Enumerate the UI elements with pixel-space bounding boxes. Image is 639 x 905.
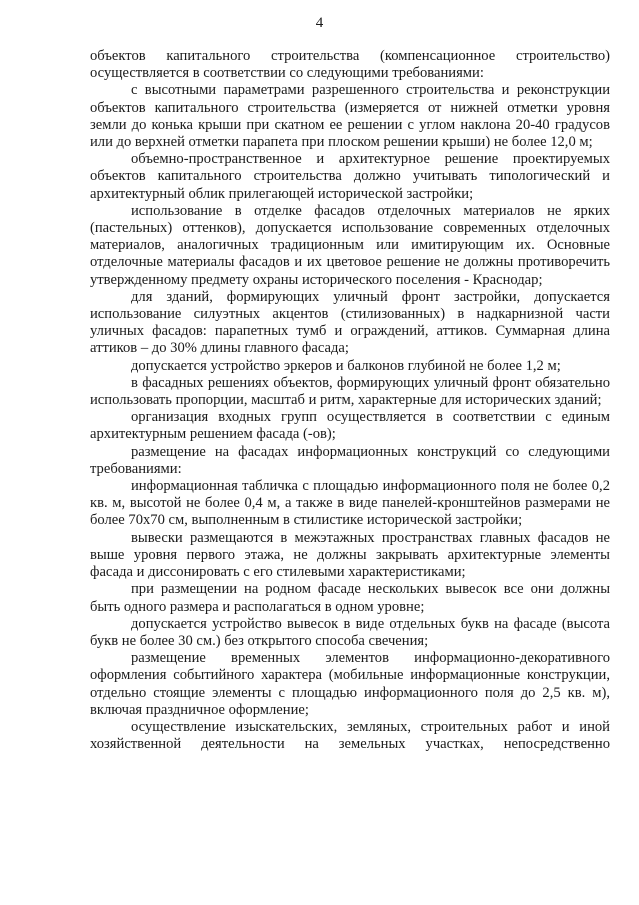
paragraph: осуществление изыскательских, земляных, строительных работ и иной хозяйственной деятельности на земельных участках, непосредственно (90, 718, 610, 753)
paragraph: информационная табличка с площадью информационного поля не более 0,2 кв. м, высотой не более 0,4 м, а также в виде панелей-кронштейнов размерами не более 70х70 см, выполненным в стилистике исторической застройки; (90, 478, 610, 529)
paragraph: вывески размещаются в межэтажных пространствах главных фасадов не выше уровня первого этажа, не должны закрывать архитектурные элементы фасада и диссонировать с его стилевыми характеристиками; (90, 529, 610, 581)
document-body (90, 48, 610, 753)
paragraph: допускается устройство эркеров и балконов глубиной не более 1,2 м; (131, 357, 561, 374)
paragraph: при размещении на родном фасаде нескольких вывесок все они должны быть одного размера и располагаться в одном уровне; (90, 581, 610, 615)
paragraph: использование в отделке фасадов отделочных материалов не ярких (пастельных) оттенков), допускается использование современных отделочных материалов, аналогичных традиционным или имитирующим их. Основные отделочные материалы фасадов и их цветовое решение не должны противоречить утвержденному предмету охраны исторического поселения - Краснодар; (90, 202, 610, 288)
paragraph: допускается устройство вывесок в виде отдельных букв на фасаде (высота букв не более 30 см.) без открытого способа свечения; (90, 615, 610, 649)
paragraph: для зданий, формирующих уличный фронт застройки, допускается использование силуэтных акцентов (стилизованных) в надкарнизной части уличных фасадов: парапетных тумб и ограждений, аттиков. Суммарная длина аттиков – до 30% длины главного фасада; (90, 288, 610, 357)
page-number: 4 (315, 15, 324, 31)
paragraph: с высотными параметрами разрешенного строительства и реконструкции объектов капитального строительства (измеряется от нижней отметки уровня земли до конька крыши при скатном ее решении с углом наклона 20-40 градусов или до верхней отметки парапета при плоском решении крыши) не более 12,0 м; (90, 82, 610, 151)
paragraph: организация входных групп осуществляется в соответствии с единым архитектурным решением фасада (-ов); (90, 409, 610, 443)
paragraph: объектов капитального строительства (компенсационное строительство) осуществляется в соответствии со следующими требованиями: (90, 48, 610, 82)
paragraph: в фасадных решениях объектов, формирующих уличный фронт обязательно использовать пропорции, масштаб и ритм, характерные для исторических зданий; (90, 374, 610, 409)
paragraph: размещение временных элементов информационно-декоративного оформления событийного характера (мобильные информационные конструкции, отдельно стоящие элементы с площадью информационного поля до 2,5 кв. м), включая праздничное оформление; (90, 650, 610, 718)
paragraph: объемно-пространственное и архитектурное решение проектируемых объектов капитального строительства должно учитывать типологический и архитектурный облик прилегающей исторической застройки; (90, 151, 610, 202)
paragraph: размещение на фасадах информационных конструкций со следующими требованиями: (90, 443, 610, 477)
